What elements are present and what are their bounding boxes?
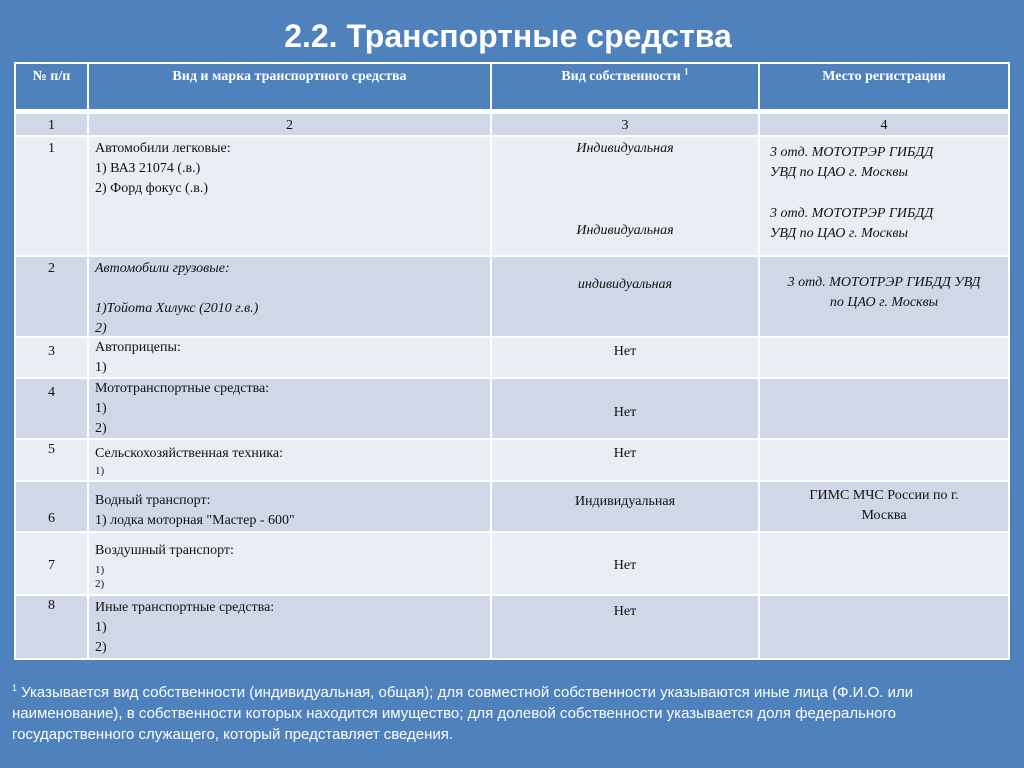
registration-line: УВД по ЦАО г. Москвы [770, 165, 908, 180]
registration-cell [760, 482, 1008, 531]
header-registration: Место регистрации [760, 64, 1008, 109]
category-label: Автомобили грузовые: [95, 261, 230, 276]
vehicle-item: 2) [95, 421, 107, 436]
vehicle-type-cell [89, 338, 490, 377]
header-type: Вид и марка транспортного средства [89, 64, 490, 109]
vehicle-item-text: 1) ВАЗ 21074 (.в.) [95, 161, 201, 176]
page-title: 2.2. Транспортные средства [284, 18, 732, 54]
ownership-cell: Нет [492, 379, 758, 438]
vehicle-type-cell [89, 596, 490, 658]
registration-cell [760, 440, 1008, 480]
registration-cell [760, 596, 1008, 658]
vehicle-type-cell [89, 137, 490, 255]
table-row-num: 4 [16, 379, 87, 438]
vehicle-item: 2) [95, 640, 107, 655]
table-row-num: 7 [16, 533, 87, 594]
vehicle-item: 1) [95, 564, 105, 576]
ownership-cell: индивидуальная [492, 257, 758, 336]
index-cell-4: 4 [760, 114, 1008, 135]
category-label: Иные транспортные средства: [95, 600, 275, 615]
registration-line: ГИМС МЧС России по г. [809, 488, 959, 503]
registration-cell [760, 379, 1008, 438]
category-label: Автоприцепы: [95, 340, 181, 355]
footnote [12, 682, 1017, 745]
vehicle-item: 1) [95, 401, 107, 416]
header-num: № п/п [16, 64, 87, 109]
vehicle-item: 1) [95, 360, 107, 375]
category-label: Сельскохозяйственная техника: [95, 446, 284, 461]
vehicle-item: 2) [95, 321, 107, 336]
vehicle-item: 1) [95, 465, 105, 477]
header-ownership-sup: 1 [684, 66, 689, 77]
ownership-cell: Нет [492, 533, 758, 594]
vehicle-item [95, 179, 484, 199]
table-row-num: 1 [16, 137, 87, 255]
ownership-cell: Нет [492, 338, 758, 377]
category-label: Мототранспортные средства: [95, 381, 270, 396]
table-row-num: 6 [16, 482, 87, 531]
registration-cell [760, 257, 1008, 336]
vehicle-item: 1) [95, 620, 107, 635]
registration-line: УВД по ЦАО г. Москвы [770, 226, 908, 241]
footnote-text: Указывается вид собственности (индивидуальная, общая); для совместной собственности указываются иные лица (Ф.И.О. или наименование), в собственности которых находится имущество; для долевой собственности указывается доля федерального государственного служащего, который представляет сведения. [12, 684, 914, 743]
vehicle-type-cell [89, 533, 490, 594]
table-row-num: 2 [16, 257, 87, 336]
registration-cell [760, 338, 1008, 377]
category-label: Автомобили легковые: [95, 141, 231, 156]
ownership-cell: Индивидуальная [492, 482, 758, 531]
vehicle-item: 1) лодка моторная "Мастер - 600" [95, 513, 295, 528]
index-cell-2: 2 [89, 114, 490, 135]
vehicle-type-cell [89, 440, 490, 480]
vehicle-type-cell [89, 379, 490, 438]
table-row-num: 3 [16, 338, 87, 377]
vehicle-item [95, 159, 484, 179]
vehicle-type-cell [89, 257, 490, 336]
vehicle-item: 1)Тойота Хилукс (2010 г.в.) [95, 301, 259, 316]
table-row-num: 8 [16, 596, 87, 658]
index-cell-3: 3 [492, 114, 758, 135]
vehicle-item-text: 2) Форд фокус (.в.) [95, 181, 208, 196]
ownership-value: Индивидуальная [576, 223, 674, 238]
vehicle-item: 2) [95, 578, 105, 590]
registration-line: по ЦАО г. Москвы [829, 295, 939, 310]
registration-cell [760, 533, 1008, 594]
category-label: Воздушный транспорт: [95, 543, 234, 558]
header-ownership-label: Вид собственности [561, 69, 681, 84]
registration-line: Москва [861, 508, 907, 523]
registration-line: 3 отд. МОТОТРЭР ГИБДД [770, 206, 934, 221]
vehicles-table [14, 62, 1010, 660]
ownership-cell: Нет [492, 440, 758, 480]
registration-line: 3 отд. МОТОТРЭР ГИБДД [770, 145, 934, 160]
index-cell-1: 1 [16, 114, 87, 135]
ownership-cell: Нет [492, 596, 758, 658]
footnote-marker: 1 [12, 683, 18, 693]
registration-line: 3 отд. МОТОТРЭР ГИБДД УВД [787, 275, 981, 290]
ownership-value: Индивидуальная [576, 141, 674, 156]
table-row-num: 5 [16, 440, 87, 480]
category-label: Водный транспорт: [95, 493, 211, 508]
registration-cell [760, 137, 1008, 255]
header-ownership [492, 64, 758, 109]
vehicle-type-cell [89, 482, 490, 531]
ownership-cell [492, 137, 758, 255]
